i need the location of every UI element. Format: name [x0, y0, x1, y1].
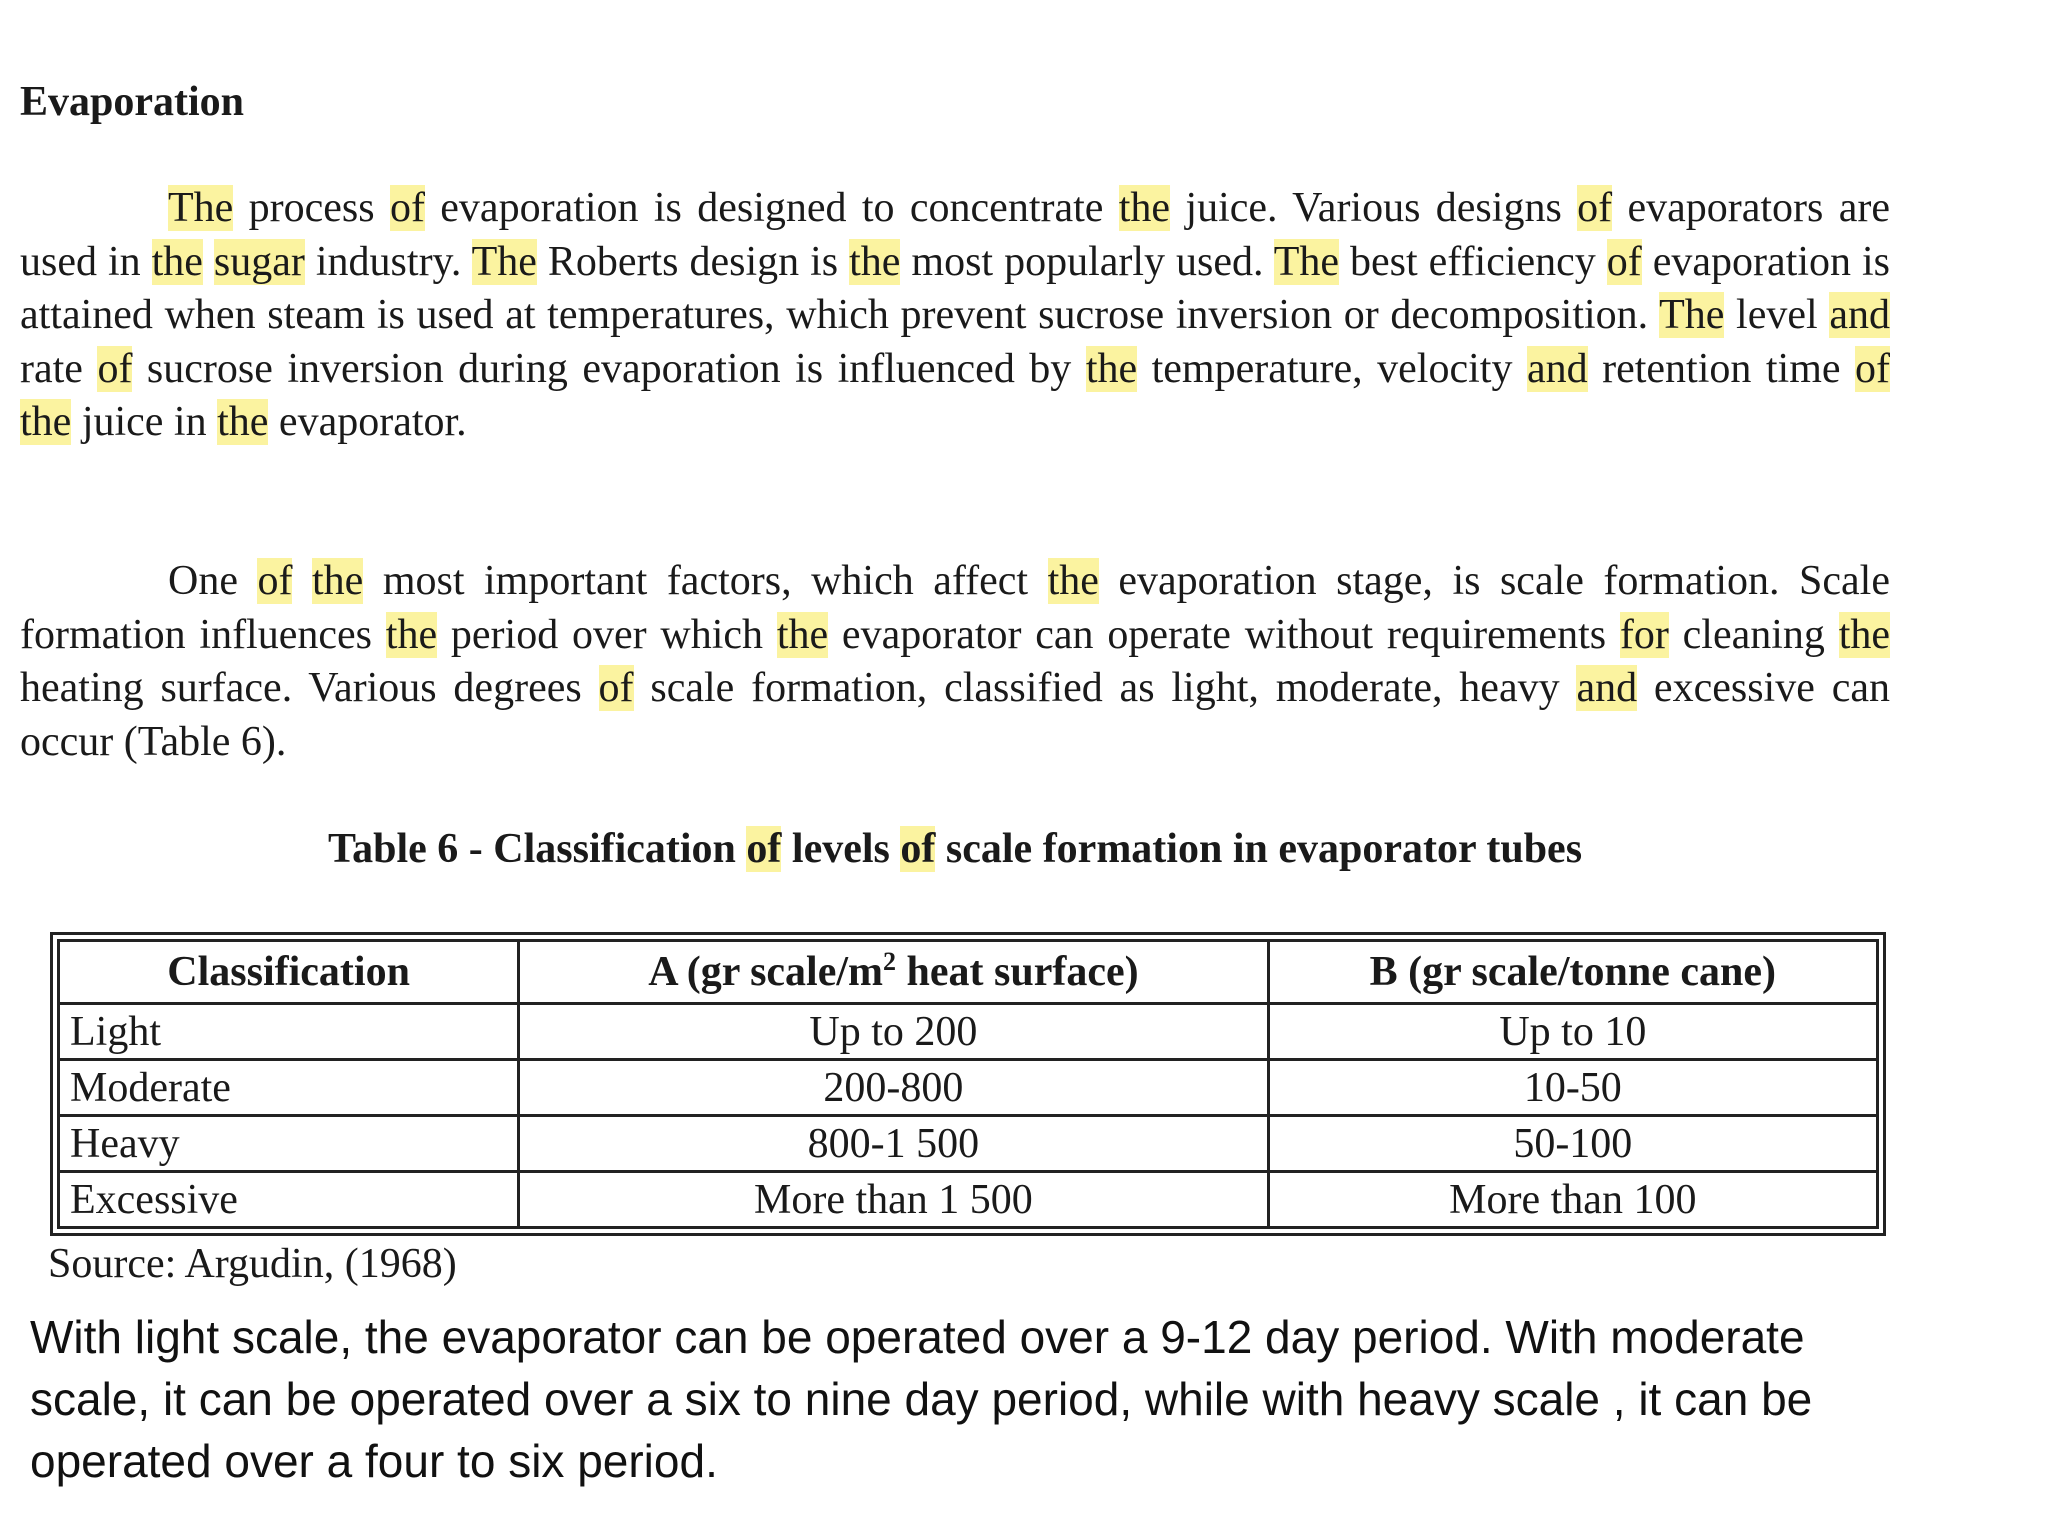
text-run: levels [781, 826, 901, 872]
highlighted-word: of [257, 558, 293, 604]
highlighted-word: of [1577, 185, 1613, 231]
cell-a-value: 200-800 [519, 1060, 1268, 1116]
highlighted-word: the [1085, 345, 1138, 392]
highlighted-word: the [849, 238, 901, 285]
highlighted-word: of [746, 826, 782, 872]
cell-a-value: Up to 200 [519, 1004, 1268, 1060]
header-a-heat-surface [519, 941, 1268, 1004]
text-run: juice in [71, 399, 218, 445]
highlighted-word: of the [20, 345, 1890, 445]
text-run: evaporation is designed to concentrate [424, 185, 1119, 231]
text-run: evaporators are used in [20, 185, 1890, 285]
cell-classification: Moderate [59, 1060, 519, 1116]
highlighted-word: the [312, 558, 364, 604]
highlighted-word: the [385, 611, 438, 658]
cell-b-value: More than 100 [1268, 1172, 1877, 1228]
header-b-tonne-cane: B (gr scale/tonne cane) [1268, 941, 1877, 1004]
highlighted-word: of [1606, 238, 1642, 285]
text-run: period over which [437, 611, 777, 658]
cell-b-value: Up to 10 [1268, 1004, 1877, 1060]
table-row [59, 1116, 1878, 1172]
highlighted-word: the [776, 611, 829, 658]
highlighted-word: the [1047, 558, 1099, 604]
highlighted-word: of [900, 826, 936, 872]
cell-classification: Excessive [59, 1172, 519, 1228]
section-heading: Evaporation [20, 79, 245, 125]
table-row [59, 1172, 1878, 1228]
text-run: scale formation, classified as light, moderate, heavy [633, 665, 1577, 711]
text-run: Roberts design is [536, 238, 850, 285]
highlighted-word: The [1273, 238, 1340, 285]
text-run: evaporation stage, is scale formation. Scale formation influences [20, 558, 1890, 658]
text-run: evaporation is attained when steam is used at temperatures, which prevent sucrose inversion or decomposition. [20, 238, 1891, 338]
text-run: juice. Various designs [1170, 185, 1578, 231]
text-run: retention time [1587, 345, 1855, 392]
text-run: cleaning [1668, 611, 1839, 658]
text-run: excessive can occur (Table 6). [20, 665, 1890, 765]
scale-classification-table [50, 932, 1886, 1236]
text-run: best efficiency [1339, 238, 1607, 285]
cell-b-value: 50-100 [1268, 1116, 1877, 1172]
text-run: rate [20, 345, 98, 392]
highlighted-word: the [217, 399, 269, 445]
table-row [59, 1004, 1878, 1060]
text-run: process [233, 185, 390, 231]
cell-b-value: 10-50 [1268, 1060, 1877, 1116]
highlighted-word: for [1619, 611, 1669, 658]
cell-a-value: More than 1 500 [519, 1172, 1268, 1228]
text-run: scale formation in evaporator tubes [935, 826, 1583, 872]
cell-a-value: 800-1 500 [519, 1116, 1268, 1172]
header-a-superscript: 2 [883, 947, 897, 976]
text-run: sucrose inversion during evaporation is influenced by [132, 345, 1086, 392]
text-run: heating surface. Various degrees [20, 665, 599, 711]
table-source: Source: Argudin, (1968) [48, 1241, 457, 1287]
text-run [203, 239, 214, 285]
text-run: evaporator. [268, 399, 467, 445]
highlighted-word: of [598, 665, 634, 711]
text-run: Table 6 - Classification [327, 826, 747, 872]
highlighted-word: of [389, 185, 425, 231]
annotation-note: With light scale, the evaporator can be operated over a 9-12 day period. With moderate scale, it can be operated over a six to nine day period, while with heavy scale , it can be operated over a four to six period. [30, 1311, 1813, 1487]
text-run: level [1724, 292, 1830, 338]
text-run: evaporator can operate without requirements [828, 611, 1620, 658]
text-run [292, 558, 312, 604]
highlighted-word: the [151, 238, 203, 285]
highlighted-word: the [1838, 611, 1891, 658]
text-run: most popularly used. [900, 238, 1274, 285]
highlighted-word: and [1526, 345, 1588, 392]
highlighted-word: The [1659, 292, 1725, 338]
header-classification: Classification [59, 941, 519, 1004]
highlighted-word: The [471, 238, 537, 285]
text-run: most important factors, which affect [363, 558, 1048, 604]
cell-classification: Light [59, 1004, 519, 1060]
highlighted-word: the [1118, 185, 1171, 231]
header-a-text: A (gr scale/m [648, 949, 884, 995]
table-row [59, 1060, 1878, 1116]
text-run: industry. [304, 238, 472, 285]
highlighted-word: and [1829, 292, 1890, 338]
table-caption [20, 825, 1890, 873]
text-run: One [168, 558, 258, 604]
table-header-row [59, 941, 1878, 1004]
highlighted-word: The [168, 185, 234, 231]
highlighted-word: of [97, 345, 133, 392]
paragraph-evaporation-process [20, 182, 1890, 450]
header-a-text-end: heat surface) [896, 949, 1139, 995]
cell-classification: Heavy [59, 1116, 519, 1172]
highlighted-word: sugar [213, 238, 305, 285]
paragraph-scale-formation [20, 555, 1890, 769]
highlighted-word: and [1576, 665, 1638, 711]
text-run: temperature, velocity [1137, 345, 1527, 392]
